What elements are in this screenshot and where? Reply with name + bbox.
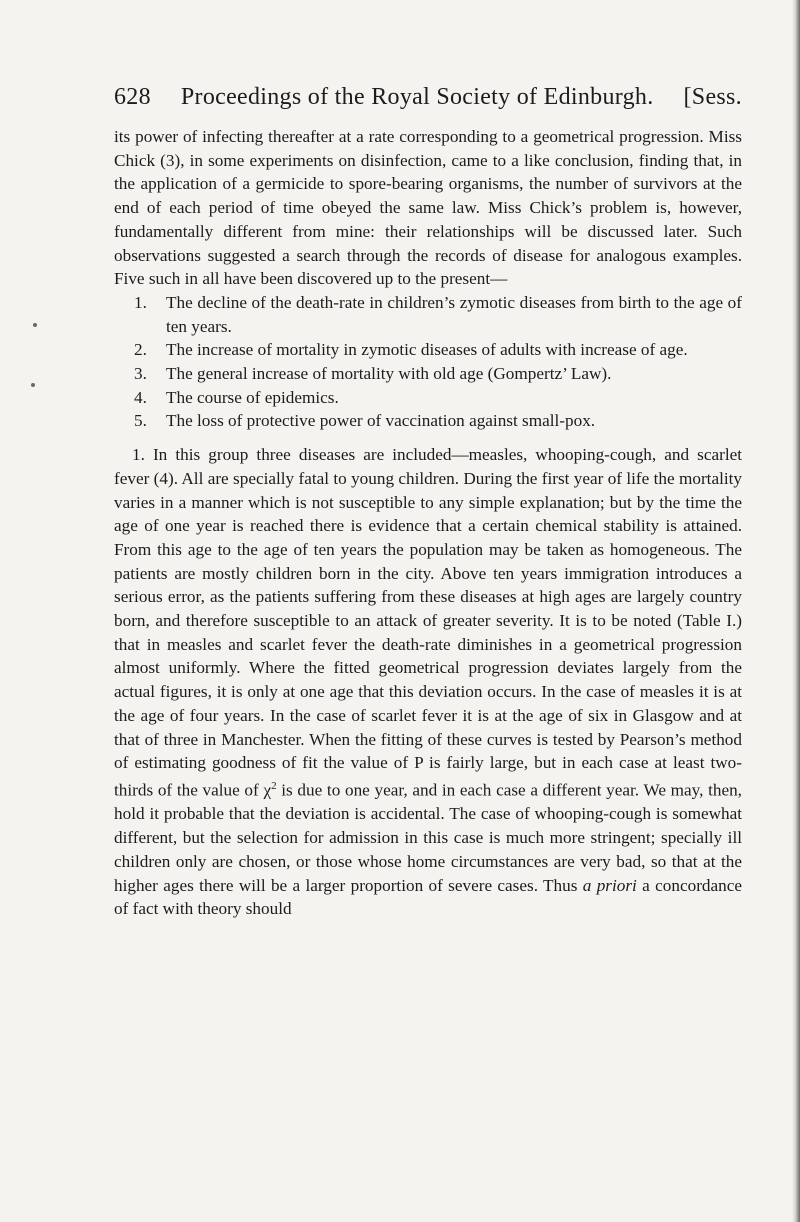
chi-exponent: 2 xyxy=(271,779,277,792)
body-text xyxy=(114,125,742,921)
list-item-number: 3. xyxy=(134,364,147,384)
paragraph-gap xyxy=(114,433,742,443)
margin-speck xyxy=(31,383,35,387)
running-header xyxy=(114,84,742,120)
chi-symbol: χ xyxy=(263,780,272,800)
numbered-list xyxy=(114,291,742,433)
list-item-number: 2. xyxy=(134,340,147,360)
list-item-text: The general increase of mortality with old age (Gompertz’ Law). xyxy=(166,364,612,384)
list-item-text: The decline of the death-rate in children’s zymotic diseases from birth to the age of ten years. xyxy=(166,292,742,336)
list-item-text: The loss of protective power of vaccination against small-pox. xyxy=(166,411,596,431)
paragraph-text: 1. In this group three diseases are included—measles, whooping-cough, and scarlet fever (4). All are specially fatal to young children. During the first year of life the mortality varies in a manner which is not susceptible to any simple explanation; but by the time the age of one year is reached there is evidence that a certain chemical stability is attained. From this age to the age of ten years the population may be taken as homogeneous. The patients are mostly children born in the city. Above ten years immigration introduces a serious error, as the patients suffering from these diseases at high ages are largely country born, and therefore susceptible to an attack of greater severity. It is to be noted (Table I.) that in measles and scarlet fever the death-rate diminishes in a geometrical progression almost uniformly. Where the fitted geometrical progression deviates largely from the actual figures, it is only at one age that this deviation occurs. In the case of measles it is at the age of four years. In the case of scarlet fever it is at the age of six in Glasgow and at that of three in Manchester. When the fitting of these curves is tested by Pearson’s method of estimating goodness of fit the value of P is fairly large, but in each case at least two-thirds of the value of xyxy=(114,445,742,800)
paragraph-intro: its power of infecting thereafter at a rate corresponding to a geometrical progression. Miss Chick (3), in some experiments on disinfection, came to a like conclusion, finding that, in the application of a germicide to spore-bearing organisms, the number of survivors at the end of each period of time obeyed the same law. Miss Chick’s problem is, however, fundamentally different from mine: their relationships will be discussed later. Such observations suggested a search through the records of disease for analogous examples. Five such in all have been discovered up to the present— xyxy=(114,127,742,289)
italic-phrase: a priori xyxy=(582,875,637,895)
margin-speck xyxy=(33,323,37,327)
list-item-number: 1. xyxy=(134,292,147,312)
list-item xyxy=(114,386,742,410)
session-marker: [Sess. xyxy=(683,84,742,110)
list-item-number: 4. xyxy=(134,387,147,407)
list-item xyxy=(114,409,742,433)
list-item-text: The course of epidemics. xyxy=(166,387,339,407)
list-item xyxy=(114,291,742,338)
list-item-text: The increase of mortality in zymotic diseases of adults with increase of age. xyxy=(166,340,688,360)
paragraph-text: a concordance of fact with theory should xyxy=(114,875,742,919)
paragraph-group-one xyxy=(114,443,742,921)
list-item-number: 5. xyxy=(134,411,147,431)
list-item xyxy=(114,362,742,386)
list-item xyxy=(114,338,742,362)
paragraph-text: is due to one year, and in each case a different year. We may, then, hold it probable that the deviation is accidental. The case of whooping-cough is somewhat different, but the selection for admission in this case is much more stringent; specially ill children only are chosen, or those whose home circumstances are very bad, so that at the higher ages there will be a larger proportion of severe cases. Thus xyxy=(114,780,742,895)
page-edge-shadow xyxy=(792,0,800,1222)
running-title: Proceedings of the Royal Society of Edinburgh. xyxy=(180,84,654,110)
page-number: 628 xyxy=(114,84,151,110)
